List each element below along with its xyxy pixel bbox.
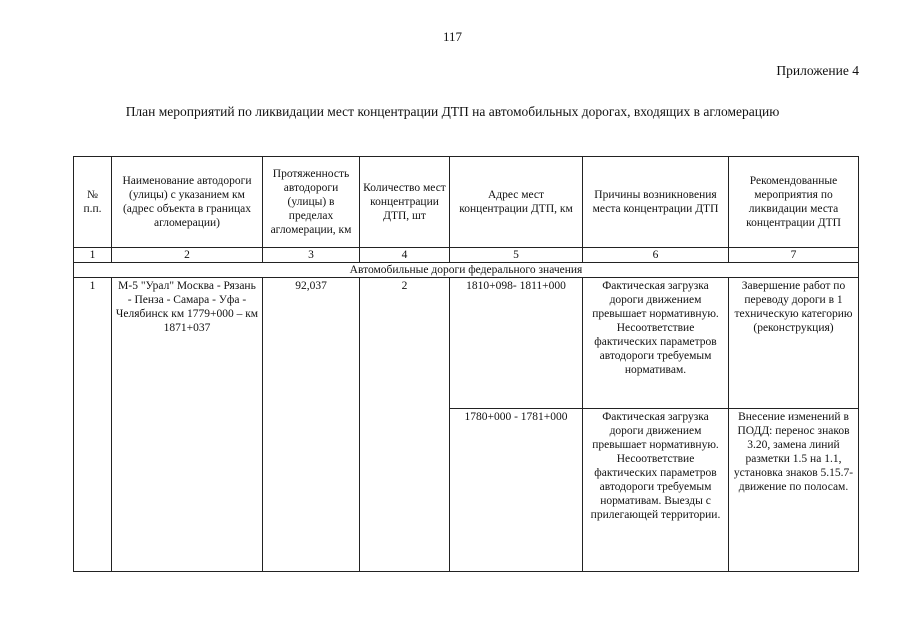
measures-cell: Внесение изменений в ПОДД: перенос знаков 3.20, замена линий разметки 1.5 на 1.1, установка знаков 5.15.7-движение по полосам.: [729, 409, 859, 572]
address-cell: 1780+000 - 1781+000: [450, 409, 583, 572]
header-length: Протяженность автодороги (улицы) в пределах агломерации, км: [263, 157, 360, 248]
column-number: 7: [729, 248, 859, 263]
header-cause: Причины возникновения места концентрации ДТП: [583, 157, 729, 248]
length-cell: [263, 409, 360, 572]
road-name-cell: [112, 409, 263, 572]
cause-cell: Фактическая загрузка дороги движением превышает нормативную. Несоответствие фактических параметров автодороги требуемым нормативам.: [583, 278, 729, 409]
column-number: 4: [360, 248, 450, 263]
appendix-label: Приложение 4: [776, 63, 859, 78]
header-address: Адрес мест концентрации ДТП, км: [450, 157, 583, 248]
table-row: [74, 409, 859, 572]
document-title: План мероприятий по ликвидации мест концентрации ДТП на автомобильных дорогах, входящих в агломерацию: [125, 104, 780, 119]
page-number: 117: [442, 29, 463, 44]
column-numbers-row: [74, 248, 859, 263]
count-cell: 2: [360, 278, 450, 409]
measures-table: [73, 156, 859, 572]
section-title: Автомобильные дороги федерального значения: [74, 263, 859, 278]
row-number: 1: [74, 278, 112, 409]
column-number: 3: [263, 248, 360, 263]
column-number: 5: [450, 248, 583, 263]
table-header-row: [74, 157, 859, 248]
section-row: [74, 263, 859, 278]
measures-cell: Завершение работ по переводу дороги в 1 техническую категорию (реконструкция): [729, 278, 859, 409]
column-number: 2: [112, 248, 263, 263]
row-number: [74, 409, 112, 572]
length-cell: 92,037: [263, 278, 360, 409]
header-road-name: Наименование автодороги (улицы) с указанием км (адрес объекта в границах агломерации): [112, 157, 263, 248]
road-name-cell: М-5 "Урал" Москва - Рязань - Пенза - Самара - Уфа - Челябинск км 1779+000 – км 1871+037: [112, 278, 263, 409]
header-number: № п.п.: [74, 157, 112, 248]
column-number: 6: [583, 248, 729, 263]
column-number: 1: [74, 248, 112, 263]
count-cell: [360, 409, 450, 572]
header-count: Количество мест концентрации ДТП, шт: [360, 157, 450, 248]
table-row: [74, 278, 859, 409]
cause-cell: Фактическая загрузка дороги движением превышает нормативную. Несоответствие фактических параметров автодороги требуемым нормативам. Выезды с прилегающей территории.: [583, 409, 729, 572]
header-measures: Рекомендованные мероприятия по ликвидации места концентрации ДТП: [729, 157, 859, 248]
address-cell: 1810+098- 1811+000: [450, 278, 583, 409]
